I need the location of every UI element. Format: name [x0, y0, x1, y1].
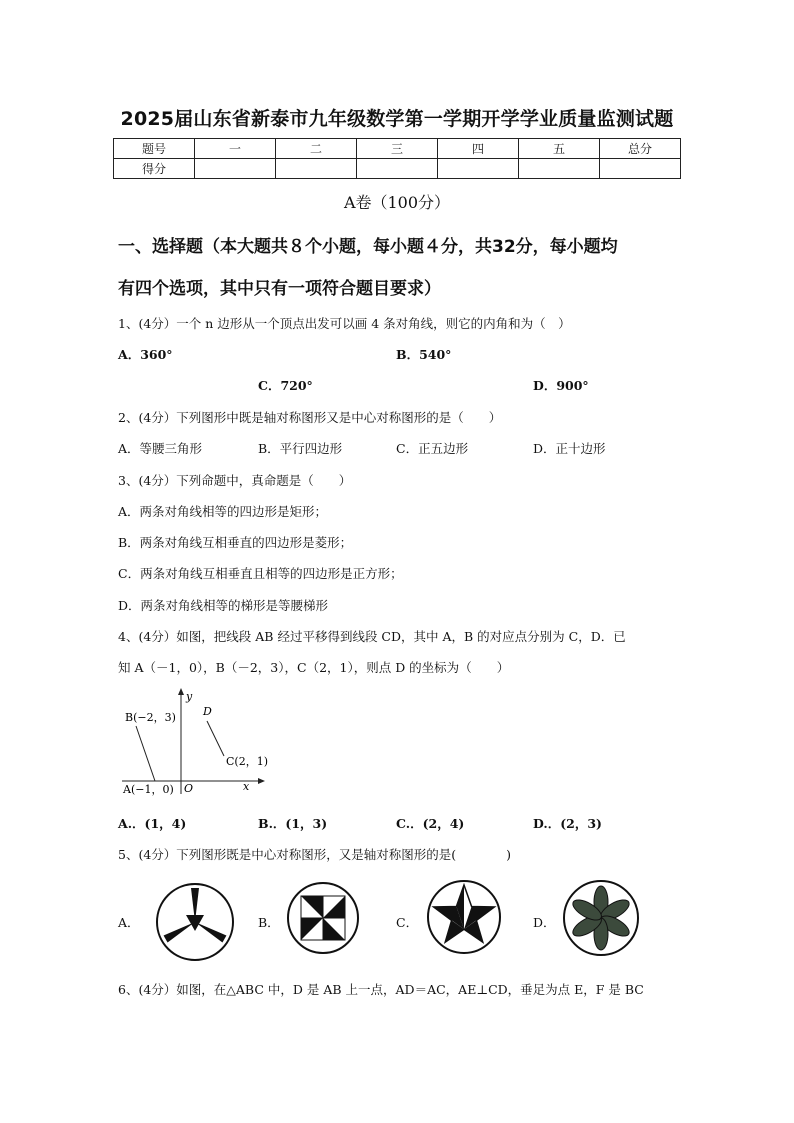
section1-heading-line1: 一、选择题（本大题共８个小题，每小题４分，共32分，每小题均: [118, 237, 618, 257]
segment-cd: [207, 721, 224, 756]
q1-option-c: C．720°: [258, 378, 313, 393]
q3-option-a: A．两条对角线相等的四边形是矩形；: [118, 504, 328, 519]
score-row-label: 得分: [114, 159, 195, 179]
q2-option-a: A．等腰三角形: [118, 441, 203, 456]
q4-stem-line1: 4、(4分）如图，把线段 AB 经过平移得到线段 CD，其中 A，B 的对应点分别为 C，D．已: [118, 629, 626, 644]
q2-stem: 2、(4分）下列图形中既是轴对称图形又是中心对称图形的是（ ）: [118, 410, 502, 425]
q3-stem: 3、(4分）下列命题中，真命题是（ ）: [118, 473, 352, 488]
star-figure-icon: [425, 878, 503, 956]
q1-option-b: B．540°: [396, 347, 452, 362]
q5-stem: 5、(4分）下列图形既是中心对称图形，又是轴对称图形的是( ): [118, 847, 512, 862]
q4-option-c: C.．(2，4): [396, 816, 465, 831]
score-table-header-row: [114, 139, 681, 159]
section1-heading-line2: 有四个选项，其中只有一项符合题目要求）: [118, 279, 441, 299]
q2-option-c: C．正五边形: [396, 441, 469, 456]
exam-title: 2025届山东省新泰市九年级数学第一学期开学学业质量监测试题: [120, 108, 674, 130]
score-blank-cell: [519, 159, 600, 179]
q5-option-a: A．: [118, 915, 140, 930]
q6-stem: 6、(4分）如图，在△ABC 中，D 是 AB 上一点，AD＝AC，AE⊥CD，垂足为点 E，F 是 BC: [118, 982, 644, 997]
q3-option-c: C．两条对角线互相垂直且相等的四边形是正方形；: [118, 566, 403, 581]
segment-ab: [136, 726, 155, 781]
q1-stem: 1、(4分）一个 n 边形从一个顶点出发可以画 4 条对角线，则它的内角和为（ ）: [118, 316, 571, 331]
label-c: C(2，1): [226, 755, 268, 768]
label-a: A(−1，0): [123, 783, 174, 796]
label-x: x: [243, 780, 250, 793]
q1-option-a: A．360°: [118, 347, 173, 362]
q4-coordinate-figure: [118, 686, 278, 798]
score-table: [113, 138, 681, 179]
q4-option-b: B.．(1，3): [258, 816, 328, 831]
label-y: y: [186, 690, 193, 703]
score-header-cell: 总分: [600, 139, 681, 159]
q4-option-d: D.．(2，3): [533, 816, 602, 831]
q5-option-d: D．: [533, 915, 556, 930]
score-header-cell: 一: [195, 139, 276, 159]
score-blank-cell: [600, 159, 681, 179]
q1-option-d: D．900°: [533, 378, 589, 393]
q2-option-b: B．平行四边形: [258, 441, 343, 456]
q3-option-d: D．两条对角线相等的梯形是等腰梯形: [118, 598, 329, 613]
score-header-cell: 三: [357, 139, 438, 159]
score-header-cell: 四: [438, 139, 519, 159]
label-b: B(−2，3): [125, 711, 176, 724]
q2-option-d: D．正十边形: [533, 441, 606, 456]
q3-option-b: B．两条对角线互相垂直的四边形是菱形；: [118, 535, 353, 550]
score-blank-cell: [438, 159, 519, 179]
score-table-score-row: [114, 159, 681, 179]
y-axis-arrow-icon: [178, 688, 184, 695]
q4-stem-line2: 知 A（－1，0），B（－2，3），C（2，1），则点 D 的坐标为（ ）: [118, 660, 510, 675]
label-origin: O: [184, 782, 194, 795]
label-d: D: [203, 705, 212, 718]
paper-label: A卷（100分）: [343, 193, 451, 212]
q5-option-b: B．: [258, 915, 280, 930]
score-header-cell: 题号: [114, 139, 195, 159]
score-header-cell: 五: [519, 139, 600, 159]
flower-figure-icon: [561, 878, 641, 958]
q5-option-c: C．: [396, 915, 419, 930]
score-header-cell: 二: [276, 139, 357, 159]
pinwheel-figure-icon: [285, 880, 361, 956]
score-blank-cell: [276, 159, 357, 179]
score-blank-cell: [195, 159, 276, 179]
score-blank-cell: [357, 159, 438, 179]
q4-option-a: A.．(1，4): [118, 816, 187, 831]
tri-blade-figure-icon: [153, 880, 237, 964]
x-axis-arrow-icon: [258, 778, 265, 784]
